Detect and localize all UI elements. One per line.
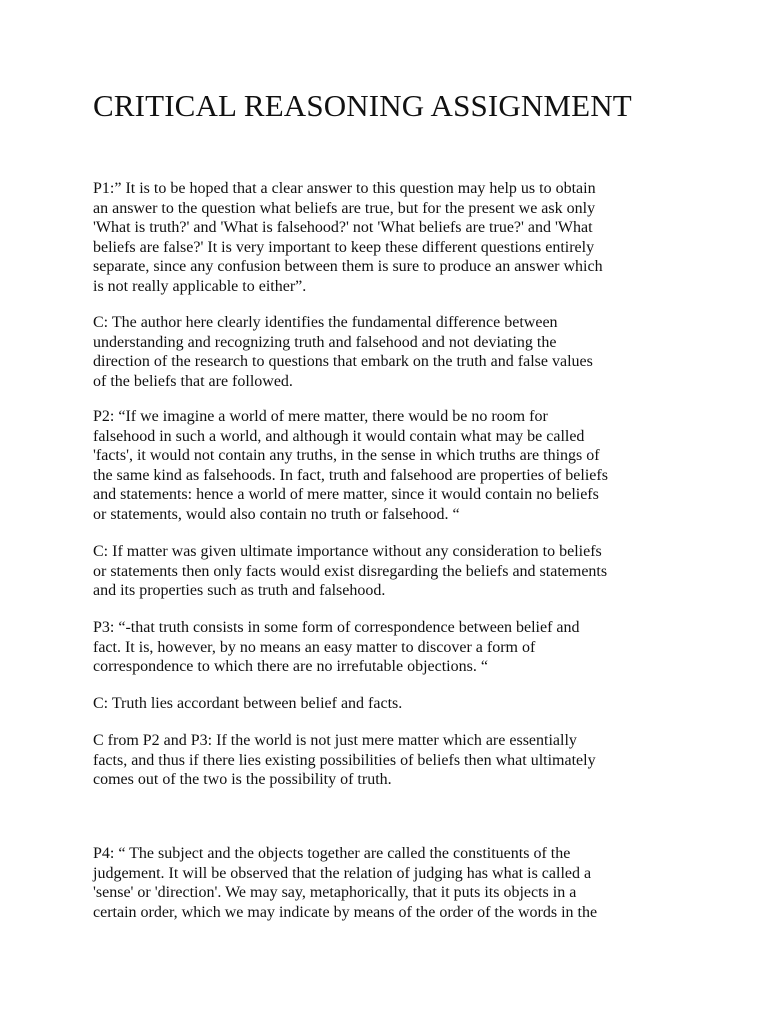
- page-title: CRITICAL REASONING ASSIGNMENT: [93, 88, 632, 123]
- text-line: understanding and recognizing truth and falsehood and not deviating the: [93, 333, 557, 351]
- paragraph-p3: [93, 618, 580, 677]
- text-line: comes out of the two is the possibility of truth.: [93, 771, 392, 789]
- text-line: and its properties such as truth and falsehood.: [93, 582, 386, 600]
- paragraph-p2: [93, 407, 608, 525]
- text-line: P2: “If we imagine a world of mere matter, there would be no room for: [93, 408, 548, 425]
- text-line: correspondence to which there are no irrefutable objections. “: [93, 658, 488, 676]
- text-line: 'sense' or 'direction'. We may say, metaphorically, that it puts its objects in a: [93, 884, 577, 902]
- text-line: or statements, would also contain no truth or falsehood. “: [93, 505, 460, 523]
- text-line: is not really applicable to either”.: [93, 277, 307, 295]
- text-line: direction of the research to questions that embark on the truth and false values: [93, 353, 593, 371]
- text-line: beliefs are false?' It is very important to keep these different questions entirely: [93, 238, 595, 256]
- text-line: judgement. It will be observed that the relation of judging has what is called a: [93, 864, 592, 882]
- text-line: C from P2 and P3: If the world is not just mere matter which are essentially: [93, 732, 577, 749]
- text-line: an answer to the question what beliefs are true, but for the present we ask only: [93, 199, 596, 217]
- text-line: P4: “ The subject and the objects together are called the constituents of the: [93, 845, 571, 862]
- text-line: 'facts', it would not contain any truths, in the sense in which truths are things of: [93, 447, 600, 465]
- paragraph-c2: [93, 542, 607, 601]
- text-line: C: Truth lies accordant between belief and facts.: [93, 695, 403, 712]
- text-line: and statements: hence a world of mere matter, since it would contain no beliefs: [93, 486, 599, 504]
- text-line: falsehood in such a world, and although it would contain what may be called: [93, 427, 585, 445]
- text-line: separate, since any confusion between them is sure to produce an answer which: [93, 258, 603, 276]
- paragraph-p4: [93, 844, 597, 922]
- text-line: facts, and thus if there lies existing possibilities of beliefs then what ultimately: [93, 751, 596, 769]
- text-line: C: If matter was given ultimate importance without any consideration to beliefs: [93, 543, 602, 560]
- text-line: certain order, which we may indicate by means of the order of the words in the: [93, 903, 598, 921]
- paragraph-c3: [93, 694, 402, 714]
- text-line: P1:” It is to be hoped that a clear answer to this question may help us to obtain: [93, 180, 596, 197]
- text-line: or statements then only facts would exist disregarding the beliefs and statements: [93, 562, 608, 580]
- text-line: fact. It is, however, by no means an easy matter to discover a form of: [93, 638, 536, 656]
- text-line: the same kind as falsehoods. In fact, truth and falsehood are properties of beliefs: [93, 466, 608, 484]
- text-line: P3: “-that truth consists in some form of correspondence between belief and: [93, 619, 580, 636]
- paragraph-p1: [93, 179, 603, 297]
- paragraph-c1: [93, 313, 593, 391]
- paragraph-c4: [93, 731, 596, 790]
- text-line: C: The author here clearly identifies the fundamental difference between: [93, 314, 558, 331]
- text-line: of the beliefs that are followed.: [93, 372, 293, 390]
- text-line: 'What is truth?' and 'What is falsehood?' not 'What beliefs are true?' and 'What: [93, 219, 593, 237]
